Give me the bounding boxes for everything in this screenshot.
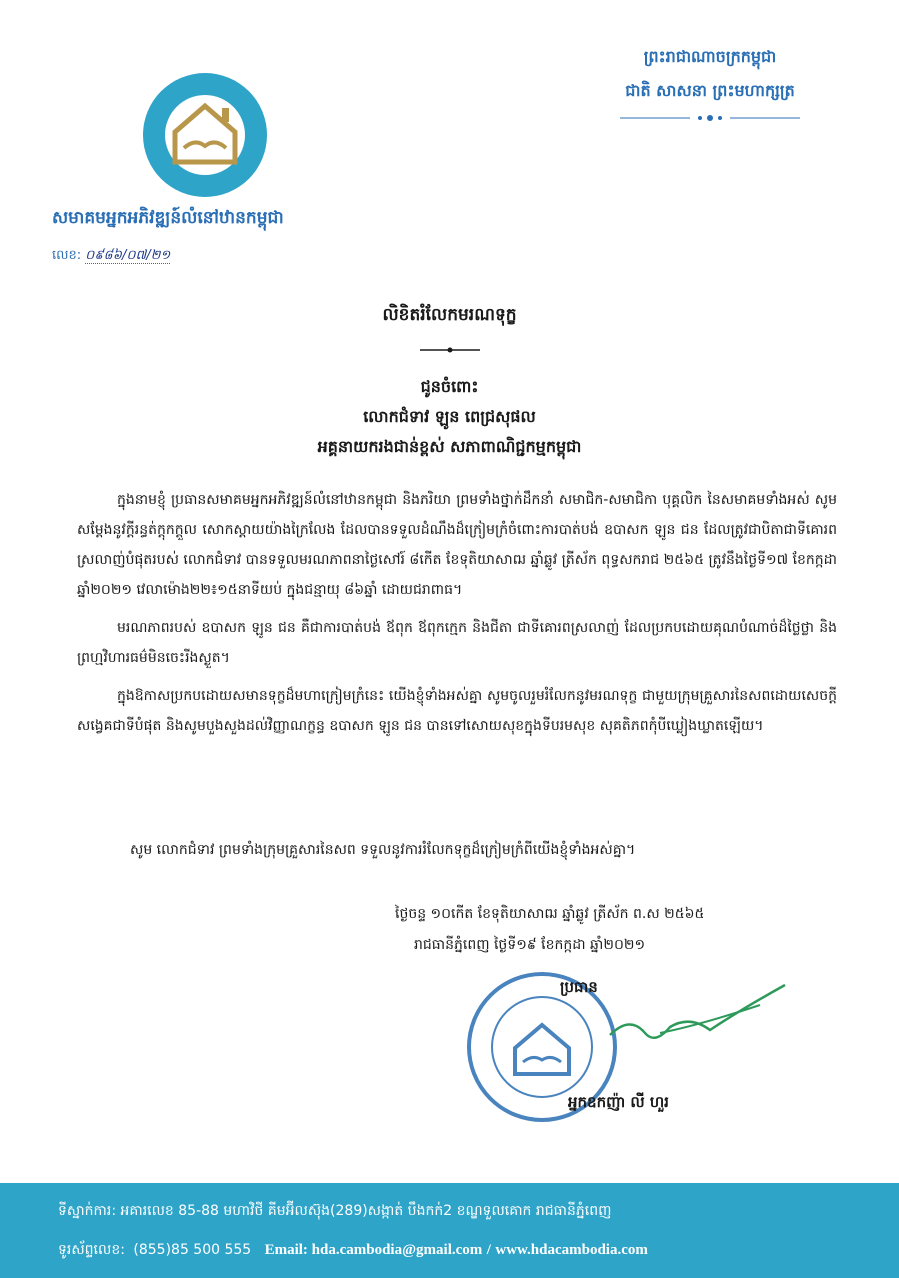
kingdom-line-1: ព្រះរាជាណាចក្រកម្ពុជា bbox=[643, 47, 777, 66]
phone-label: ទូរស័ព្ទលេខ: bbox=[58, 1242, 125, 1258]
solar-date: រាជធានីភ្នំពេញ ថ្ងៃទី១៩ ខែកក្កដា ឆ្នាំ២០២១ bbox=[414, 937, 646, 953]
title-divider-icon bbox=[420, 345, 480, 355]
reference-label: លេខ: bbox=[52, 248, 82, 263]
lunar-date: ថ្ងៃចន្ទ ១០កើត ខែទុតិយាសាឍ ឆ្នាំឆ្លូវ ត្រីស័ក ព.ស ២៥៦៥ bbox=[395, 906, 705, 922]
recipient-name: លោកជំទាវ ឡូន ពេជ្រសុផល bbox=[363, 407, 536, 426]
recipient-title: អគ្គនាយករងជាន់ខ្ពស់ សភាពាណិជ្ជកម្មកម្ពុជា bbox=[317, 437, 582, 456]
body-paragraph-1: ក្នុងនាមខ្ញុំ ប្រធានសមាគមអ្នកអភិវឌ្ឍន៍លំនៅឋានកម្ពុជា និងភរិយា ព្រមទាំងថ្នាក់ដឹកនាំ សមាជិក-សមាជិកា បុគ្គលិក នៃសមាគមទាំងអស់ សូមសម្ដែងនូវក្ដីរន្ធត់ក្ដុកក្ដួល សោកស្ដាយយ៉ាងក្រៃលែង ដែលបានទទួលដំណឹងដ៏ក្រៀមក្រំចំពោះការបាត់បង់ ឧបាសក ឡូន ជន ដែលត្រូវជាបិតាជាទីគោរពស្រលាញ់បំផុតរបស់ លោកជំទាវ បានទទួលមរណភាពនាថ្ងៃសៅរ៍ ៨កើត ខែទុតិយាសាឍ ឆ្នាំឆ្លូវ ត្រីស័ក ពុទ្ធសករាជ ២៥៦៥ ត្រូវនឹងថ្ងៃទី១៧ ខែកក្កដា ឆ្នាំ២០២១ វេលាម៉ោង២២៖១៥នាទីយប់ ក្នុងជន្មាយុ ៨៦ឆ្នាំ ដោយជរាពាធ។ bbox=[77, 492, 837, 598]
recipient-intro: ជូនចំពោះ bbox=[420, 377, 479, 396]
recipient-block bbox=[0, 372, 899, 462]
organization-name: សមាគមអ្នកអភិវឌ្ឍន៍លំនៅឋានកម្ពុជា bbox=[52, 208, 284, 228]
phone-number: (855)85 500 555 bbox=[133, 1242, 252, 1258]
kingdom-line-2: ជាតិ សាសនា ព្រះមហាក្សត្រ bbox=[625, 81, 795, 100]
email-link[interactable]: Email: hda.cambodia@gmail.com bbox=[264, 1242, 483, 1258]
ornament-divider-icon bbox=[620, 112, 800, 124]
kingdom-motto bbox=[560, 40, 860, 124]
website-link[interactable]: www.hdacambodia.com bbox=[495, 1242, 648, 1258]
body-paragraph-3: ក្នុងឱកាសប្រកបដោយសមានទុក្ខដ៏មហាក្រៀមក្រំនេះ យើងខ្ញុំទាំងអស់គ្នា សូមចូលរួមរំលែកនូវមរណទុក្ខ ជាមួយក្រុមគ្រួសារនៃសពដោយសេចក្ដីសង្វេគជាទីបំផុត និងសូមបួងសួងដល់វិញ្ញាណក្ខន្ធ ឧបាសក ឡូន ជន បានទៅសោយសុខក្នុងទីបរមសុខ សុគតិភពកុំបីឃ្លៀងឃ្លាតឡើយ។ bbox=[77, 688, 837, 734]
house-handshake-logo-icon bbox=[140, 70, 270, 200]
letter-title: លិខិតរំលែកមរណទុក្ខ bbox=[382, 305, 517, 325]
signer-name: អ្នកឧកញ៉ា លី ហួរ bbox=[568, 1093, 669, 1111]
contact-separator: / bbox=[486, 1242, 491, 1258]
footer-address: ទីស្នាក់ការ: អគារលេខ 85-88 មហាវិថី គីមអ៊ីលស៊ុង(289)សង្កាត់ បឹងកក់2 ខណ្ឌទួលគោក រាជធានីភ្នំពេញ bbox=[58, 1203, 612, 1219]
reference-number bbox=[52, 247, 170, 266]
footer-band bbox=[0, 1183, 899, 1278]
closing-line: សូម លោកជំទាវ ព្រមទាំងក្រុមគ្រួសារនៃសព ទទួលនូវការរំលែកទុក្ខដ៏ក្រៀមក្រំពីយើងខ្ញុំទាំងអស់គ្នា។ bbox=[130, 842, 636, 858]
body-paragraph-2: មរណភាពរបស់ ឧបាសក ឡូន ជន គឺជាការបាត់បង់ ឪពុក ឪពុកក្មេក និងជីតា ជាទីគោរពស្រលាញ់ ដែលប្រកបដោយគុណបំណាច់ដ៏ថ្លៃថ្លា និងព្រហ្មវិហារធម៌មិនចេះរីងស្ងួត។ bbox=[77, 620, 837, 666]
footer-contact bbox=[58, 1240, 648, 1261]
handwritten-signature-icon bbox=[600, 975, 790, 1065]
signer-title: ប្រធាន bbox=[560, 978, 598, 996]
letter-body bbox=[77, 485, 837, 749]
reference-value: ០៩៨៦/០៧/២១ bbox=[85, 248, 171, 263]
